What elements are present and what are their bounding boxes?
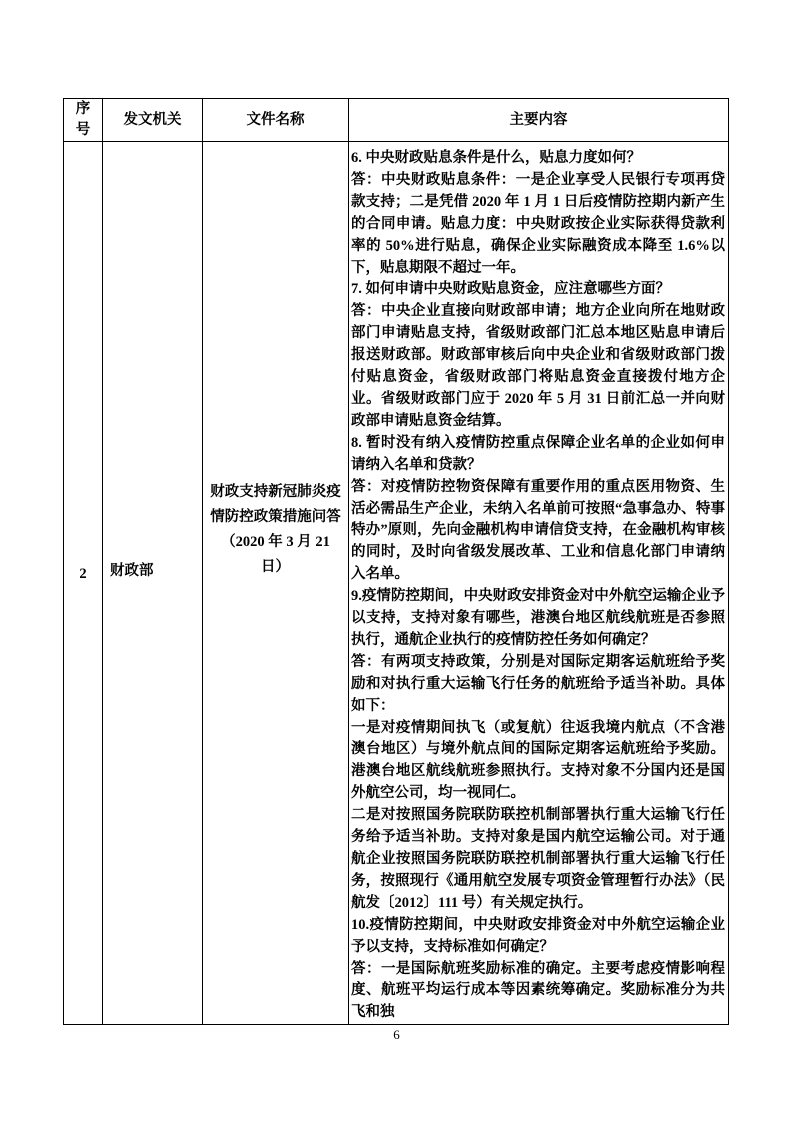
content-paragraph: 答：中央财政贴息条件：一是企业享受人民银行专项再贷款支持；二是凭借 2020 年 1 月 1 日后疫情防控期内新产生的合同申请。贴息力度：中央财政按企业实际获得贷款利率的 50%进行贴息，确保企业实际融资成本降至 1.6%以下，贴息期限不超过一年。 bbox=[351, 171, 725, 276]
content-paragraph: 8. 暂时没有纳入疫情防控重点保障企业名单的企业如何申请纳入名单和贷款？ bbox=[351, 434, 725, 473]
content-paragraph: 答：中央企业直接向财政部申请；地方企业向所在地财政部门申请贴息支持，省级财政部门汇总本地区贴息申请后报送财政部。财政部审核后向中央企业和省级财政部门拨付贴息资金，省级财政部门将贴息资金直接拨付地方企业。省级财政部门应于 2020 年 5 月 31 日前汇总一并向财政部申请贴息资金结算。 bbox=[351, 303, 725, 429]
cell-content bbox=[349, 142, 729, 1025]
content-paragraph: 二是对按照国务院联防联控机制部署执行重大运输飞行任务给予适当补助。支持对象是国内航空运输公司。对于通航企业按照国务院联防联控机制部署执行重大运输飞行任务，按照现行《通用航空发展专项资金管理暂行办法》（民航发〔2012〕111 号）有关规定执行。 bbox=[351, 807, 725, 911]
cell-serial bbox=[64, 142, 103, 1025]
header-serial-label: 序号 bbox=[75, 101, 91, 138]
content-paragraph: 一是对疫情期间执飞（或复航）往返我境内航点（不含港澳台地区）与境外航点间的国际定期客运航班给予奖励。港澳台地区航线航班参照执行。支持对象不分国内还是国外航空公司，均一视同仁。 bbox=[351, 719, 725, 802]
content-paragraph: 6. 中央财政贴息条件是什么，贴息力度如何？ bbox=[351, 150, 641, 166]
cell-docname bbox=[203, 142, 349, 1025]
content-paragraph: 9.疫情防控期间，中央财政安排资金对中外航空运输企业予以支持，支持对象有哪些，港澳台地区航线航班是否参照执行，通航企业执行的疫情防控任务如何确定？ bbox=[351, 588, 725, 648]
table-header-row bbox=[64, 99, 729, 142]
header-content: 主要内容 bbox=[349, 99, 729, 142]
header-docname: 文件名称 bbox=[203, 99, 349, 142]
agency-name: 财政部 bbox=[110, 562, 154, 579]
cell-agency bbox=[103, 142, 203, 1025]
serial-number: 2 bbox=[79, 565, 87, 582]
content-paragraph: 答：一是国际航班奖励标准的确定。主要考虑疫情影响程度、航班平均运行成本等因素统筹确定。奖励标准分为共飞和独 bbox=[351, 960, 725, 1021]
policy-table bbox=[63, 98, 729, 1025]
content-paragraph: 7. 如何申请中央财政贴息资金，应注意哪些方面？ bbox=[351, 281, 670, 298]
header-agency: 发文机关 bbox=[103, 99, 203, 142]
content-paragraph: 答：对疫情防控物资保障有重要作用的重点医用物资、生活必需品生产企业，未纳入名单前可按照“急事急办、特事特办”原则，先向金融机构申请信贷支持，在金融机构审核的同时，及时向省级发展改革、工业和信息化部门申请纳入名单。 bbox=[351, 478, 725, 583]
content-paragraph: 答：有两项支持政策，分别是对国际定期客运航班给予奖励和对执行重大运输飞行任务的航班给予适当补助。具体如下： bbox=[351, 653, 725, 714]
header-serial bbox=[64, 99, 103, 142]
content-paragraph: 10.疫情防控期间，中央财政安排资金对中外航空运输企业予以支持，支持标准如何确定？ bbox=[351, 916, 725, 955]
table-data-row bbox=[64, 142, 729, 1025]
content-paragraphs bbox=[351, 148, 725, 1024]
page-number: 6 bbox=[393, 1027, 400, 1042]
document-name: 财政支持新冠肺炎疫情防控政策措施问答（2020 年 3 月 21 日） bbox=[210, 484, 341, 576]
